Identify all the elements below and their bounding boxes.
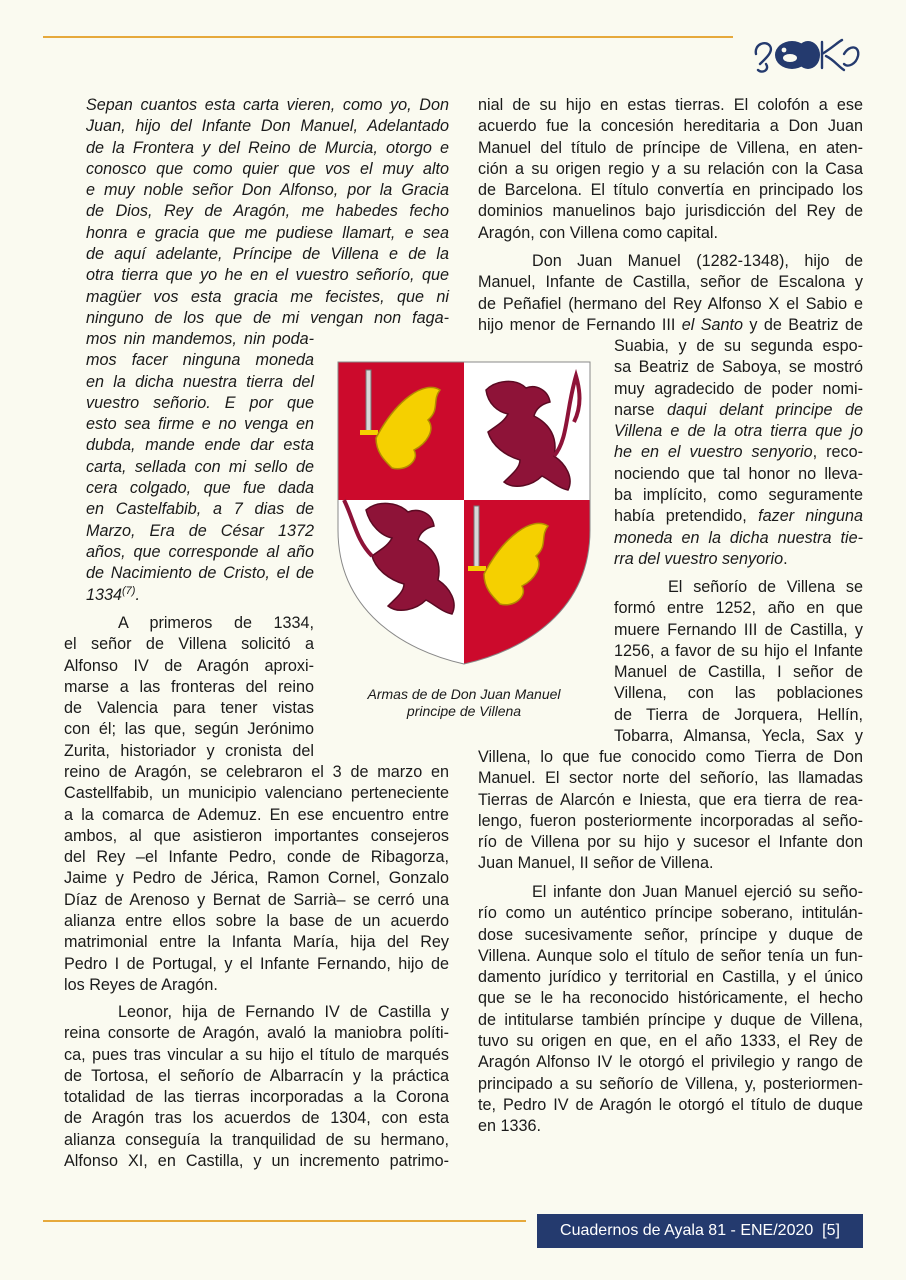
text-line: Juan Manuel, II señor de Villena. bbox=[478, 854, 714, 873]
text-line: Zurita, historiador y cronista del bbox=[64, 741, 314, 760]
text-line: Aragón Alfonso IV le otorgó el privilegio y rango de bbox=[478, 1053, 863, 1072]
text-line: ambos, al que asistieron importantes consejeros bbox=[64, 826, 449, 845]
text-line: de Nacimiento de Cristo, el de bbox=[86, 564, 314, 583]
text-line: de aquí adelante, Príncipe de Villena e de la bbox=[86, 245, 449, 264]
paragraph-2-full bbox=[64, 762, 449, 996]
text-line: Manuel de Castilla, I señor de bbox=[614, 663, 863, 682]
text-line: de Tierra de Jorquera, Hellín, bbox=[614, 705, 863, 724]
text-line: A primeros de 1334, bbox=[118, 614, 314, 632]
quote-block-full bbox=[86, 95, 449, 329]
text-segment: , reco- bbox=[812, 443, 863, 462]
text-line bbox=[478, 315, 863, 336]
text-line: de Barcelona. El título convertía en principado los bbox=[478, 181, 863, 200]
text-line: e muy noble señor Don Alfonso, por la Gracia bbox=[86, 181, 449, 200]
text-line: Marzo, Era de César 1372 bbox=[86, 521, 314, 540]
text-line: muy agradecido de poder nomi- bbox=[614, 379, 863, 398]
text-line: muere Fernando III de Castilla, y bbox=[614, 620, 863, 639]
text-line: Díaz de Arenoso y Bernat de Sarrià– se cerró una bbox=[64, 890, 449, 909]
text-line: Alfonso XI, en Castilla, y un incremento patrimo- bbox=[64, 1152, 449, 1171]
text-line: Pedro I de Portugal, y el Infante Fernando, hijo de bbox=[64, 954, 449, 973]
text-line: años, que corresponde al año bbox=[86, 542, 314, 561]
text-line bbox=[614, 442, 863, 463]
text-line: Aragón, con Villena como capital. bbox=[478, 223, 718, 242]
text-line: lengo, fueron posteriormente incorporadas al seño- bbox=[478, 811, 863, 830]
text-segment: hijo menor de Fernando III bbox=[478, 315, 682, 334]
text-line: dubda, mande ende dar esta bbox=[86, 436, 314, 455]
text-line: damento jurídico y territorial en Castilla, y el único bbox=[478, 968, 863, 987]
text-line: marse a las fronteras del reino bbox=[64, 677, 314, 696]
text-line: nial de su hijo en estas tierras. El colofón a ese bbox=[478, 96, 863, 114]
text-line: Sepan cuantos esta carta vieren, como yo, Don bbox=[86, 96, 449, 114]
text-line: cera colgado, que fue dada bbox=[86, 479, 314, 498]
text-line: río de Villena por su hijo y sucesor el Infante don bbox=[478, 833, 863, 852]
text-line bbox=[614, 549, 863, 570]
right-paragraph-4 bbox=[478, 882, 863, 1138]
text-line: de Valencia para tener vistas bbox=[64, 699, 314, 718]
text-line: Alfonso IV de Aragón aproxi- bbox=[64, 656, 314, 675]
paragraph-3 bbox=[64, 1002, 449, 1172]
text-line: ca, pues tras vincular a su hijo el título de marqués bbox=[64, 1045, 449, 1064]
text-line: Manuel del título de príncipe de Villena, en aten- bbox=[478, 138, 863, 157]
text-line bbox=[614, 506, 863, 527]
text-segment: rra del vuestro senyorio bbox=[614, 549, 784, 568]
text-line: de Dios, Rey de Aragón, me habedes fecho bbox=[86, 202, 449, 221]
text-line: mos nin mandemos, nin poda- bbox=[86, 330, 314, 348]
text-line: esto sea firme e no venga en bbox=[86, 415, 314, 434]
text-line: Don Juan Manuel (1282-1348), hijo de bbox=[532, 252, 863, 270]
text-segment: he en el vuestro senyorio bbox=[614, 443, 813, 462]
ayala-logo-icon bbox=[752, 34, 864, 76]
text-line: ninguno de los que de mi vengan non faga- bbox=[86, 308, 449, 327]
text-line: principado a su señorío de Villena, y, posteriormen- bbox=[478, 1074, 863, 1093]
text-segment: había pretendido, bbox=[614, 507, 759, 526]
caption-line: Armas de de Don Juan Manuel bbox=[367, 686, 561, 702]
text-line: moneda en la dicha nuestra tie- bbox=[614, 528, 863, 547]
text-line: de Tortosa, el señorío de Albarracín y la práctica bbox=[64, 1066, 449, 1085]
footer-bar bbox=[537, 1214, 863, 1248]
footnote-ref[interactable]: (7) bbox=[122, 584, 136, 597]
quote-block-narrow bbox=[86, 329, 314, 606]
text-line: que se le ha reconocido históricamente, el hecho bbox=[478, 989, 863, 1008]
text-line: dose sucesivamente señor, príncipe y duque de bbox=[478, 925, 863, 944]
text-line: magüer vos esta gracia me fecistes, que ni bbox=[86, 287, 449, 306]
text-line: a la comarca de Ademuz. En ese encuentro entre bbox=[64, 805, 449, 824]
text-line: conosco que como quier que vos el muy alto bbox=[86, 159, 449, 178]
text-line: Suabia, y de su segunda espo- bbox=[614, 337, 863, 355]
text-segment: fazer ninguna bbox=[758, 507, 863, 526]
coat-of-arms bbox=[336, 360, 592, 666]
text-line: Villena, lo que fue conocido como Tierra de Don bbox=[478, 748, 863, 766]
right-paragraph-2-full bbox=[478, 251, 863, 336]
text-line: del Rey –el Infante Pedro, conde de Ribagorza, bbox=[64, 848, 449, 867]
text-line: vuestro señorio. E por que bbox=[86, 393, 314, 412]
text-line: de Aragón tras los acuerdos de 1304, con esta bbox=[64, 1109, 449, 1128]
paragraph-2-narrow bbox=[64, 613, 314, 762]
text-line: de intitularse también príncipe y duque de Villena, bbox=[478, 1010, 863, 1029]
text-line: carta, sellada con mi sello de bbox=[86, 457, 314, 476]
text-line: ción a su origen regio y a su relación con la Casa bbox=[478, 159, 863, 178]
text-line: 1256, a favor de su hijo el Infante bbox=[614, 641, 863, 660]
text-line: reina consorte de Aragón, avaló la maniobra políti- bbox=[64, 1024, 449, 1043]
text-segment: el Santo bbox=[681, 315, 744, 334]
text-line: en Castelfabib, a 7 dias de bbox=[86, 500, 314, 519]
text-line: totalidad de las tierras incorporadas a la Corona bbox=[64, 1088, 449, 1107]
footer-rule bbox=[43, 1220, 526, 1222]
text-line: de Peñafiel (hermano del Rey Alfonso X el Sabio e bbox=[478, 294, 863, 313]
text-line: Villena e de la otra tierra que jo bbox=[614, 422, 863, 441]
text-line: en la dicha nuestra tierra del bbox=[86, 372, 314, 391]
text-line: Tobarra, Almansa, Yecla, Sax y bbox=[614, 727, 863, 746]
text-line: te, Pedro IV de Aragón le otorgó el título de duque bbox=[478, 1095, 863, 1114]
text-line: alianza entre ellos sobre la base de un acuerdo bbox=[64, 912, 449, 931]
text-line: Manuel, Infante de Castilla, señor de Escalona y bbox=[478, 273, 863, 292]
text-line: de la Frontera y del Reino de Murcia, otorgo e bbox=[86, 138, 449, 157]
footer-label: Cuadernos de Ayala 81 - ENE/2020 bbox=[560, 1222, 814, 1239]
text-line: 1334$^{(7)}$. bbox=[86, 584, 140, 604]
text-line: Villena. Aunque solo el título de señor tenía un fun- bbox=[478, 946, 863, 965]
text-line: alianza conseguía la tranquilidad de su hermano, bbox=[64, 1130, 449, 1149]
quote-end: 1334 bbox=[86, 585, 123, 604]
text-segment: narse bbox=[614, 400, 668, 419]
text-line: El señorío de Villena se bbox=[668, 578, 863, 596]
text-line bbox=[614, 400, 863, 421]
text-line: otra tierra que yo he en el vuestro señorío, que bbox=[86, 266, 449, 285]
text-line: con él; las que, según Jerónimo bbox=[64, 720, 314, 739]
text-line: Manuel. El sector norte del señorío, las llamadas bbox=[478, 769, 863, 788]
text-line: ba implícito, como seguramente bbox=[614, 486, 863, 505]
text-segment: . bbox=[783, 549, 788, 568]
text-line: Castellfabib, un municipio valenciano perteneciente bbox=[64, 784, 449, 803]
figure-caption bbox=[352, 686, 576, 720]
right-paragraph-3-full bbox=[478, 747, 863, 875]
right-paragraph-3-narrow bbox=[614, 577, 863, 747]
text-line: matrimonial entre la Infanta María, hija del Rey bbox=[64, 933, 449, 952]
right-paragraph-2-narrow bbox=[614, 336, 863, 570]
text-line: mos facer ninguna moneda bbox=[86, 351, 314, 370]
text-line: en 1336. bbox=[478, 1117, 542, 1136]
text-line: río como un auténtico príncipe soberano, intitulán- bbox=[478, 904, 863, 923]
text-line: Juan, hijo del Infante Don Manuel, Adelantado bbox=[86, 117, 449, 136]
text-line: Jaime y Pedro de Jérica, Ramon Cornel, Gonzalo bbox=[64, 869, 449, 888]
text-line: honra e gracia que me pudiese llamart, e sea bbox=[86, 223, 449, 242]
text-line: El infante don Juan Manuel ejerció su seño- bbox=[532, 883, 863, 901]
text-line: Leonor, hija de Fernando IV de Castilla y bbox=[118, 1003, 449, 1021]
text-line: Villena, con las poblaciones bbox=[614, 684, 863, 703]
text-line: nociendo que tal honor no lleva- bbox=[614, 464, 863, 483]
text-line: el señor de Villena solicitó a bbox=[64, 635, 314, 654]
page-number: [5] bbox=[822, 1222, 840, 1239]
caption-line: principe de Villena bbox=[406, 703, 522, 719]
right-paragraph-1 bbox=[478, 95, 863, 244]
text-line: los Reyes de Aragón. bbox=[64, 975, 218, 994]
text-line: acuerdo fue la concesión hereditaria a Don Juan bbox=[478, 117, 863, 136]
text-line: sa Beatriz de Saboya, se mostró bbox=[614, 358, 863, 377]
text-segment: y de Beatriz de bbox=[743, 315, 863, 334]
text-line: dominios manuelinos bajo jurisdicción del Rey de bbox=[478, 202, 863, 221]
text-line: reino de Aragón, se celebraron el 3 de marzo en bbox=[64, 763, 449, 781]
header-rule bbox=[43, 36, 733, 38]
text-line: tuvo su origen en que, en el año 1333, el Rey de bbox=[478, 1032, 863, 1051]
text-line: formó entre 1252, año en que bbox=[614, 599, 863, 618]
text-line: Tierras de Alarcón e Iniesta, que era tierra de rea- bbox=[478, 790, 863, 809]
text-segment: daqui delant principe de bbox=[667, 400, 863, 419]
